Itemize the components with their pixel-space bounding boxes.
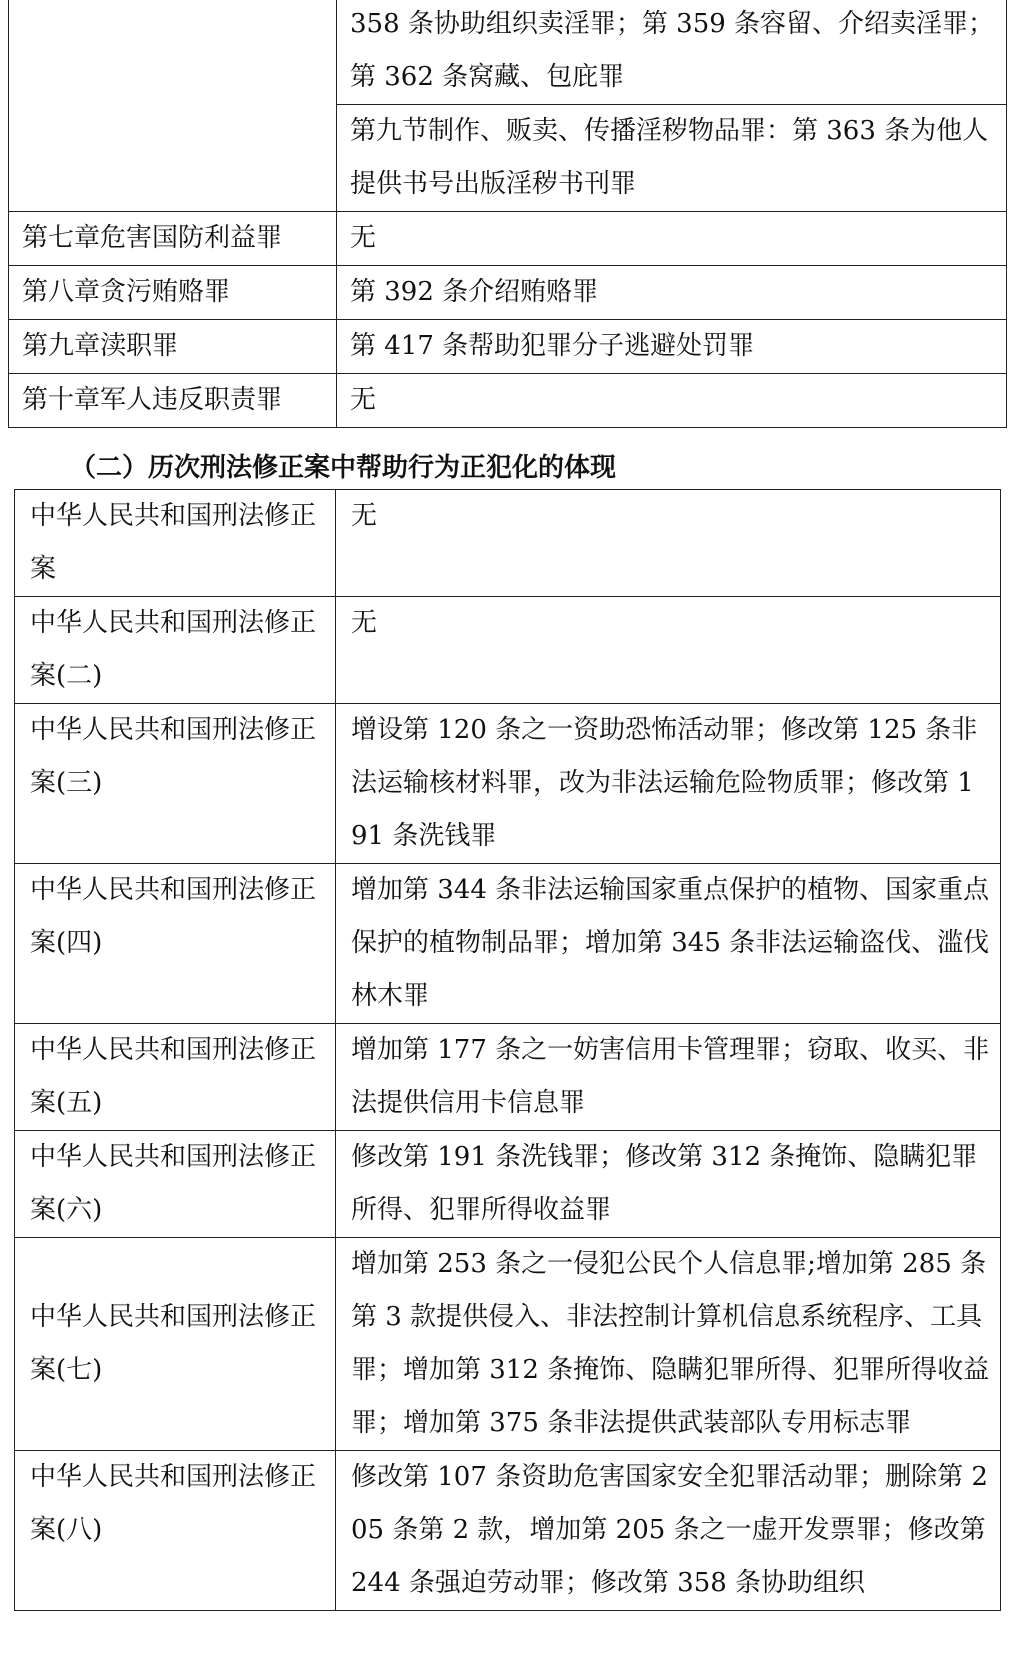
- table-row: [15, 704, 1001, 864]
- article-cell: 358 条协助组织卖淫罪；第 359 条容留、介绍卖淫罪；第 362 条窝藏、包庇罪: [337, 0, 1007, 105]
- amendment-name-cell: 中华人民共和国刑法修正案(二): [15, 597, 336, 704]
- chapter-cell: [9, 0, 337, 212]
- crime-chapter-table: [8, 0, 1007, 428]
- amendment-name-cell: 中华人民共和国刑法修正案(六): [15, 1131, 336, 1238]
- table-row: [15, 597, 1001, 704]
- amendment-content-cell: 修改第 107 条资助危害国家安全犯罪活动罪；删除第 205 条第 2 款，增加第 205 条之一虚开发票罪；修改第 244 条强迫劳动罪；修改第 358 条协助组织: [336, 1451, 1001, 1611]
- chapter-cell: 第十章军人违反职责罪: [9, 374, 337, 428]
- amendment-name-cell: 中华人民共和国刑法修正案(七): [15, 1238, 336, 1451]
- amendment-content-cell: 修改第 191 条洗钱罪；修改第 312 条掩饰、隐瞒犯罪所得、犯罪所得收益罪: [336, 1131, 1001, 1238]
- table-row: [15, 1238, 1001, 1451]
- table-row: [9, 320, 1007, 374]
- article-cell: 第九节制作、贩卖、传播淫秽物品罪：第 363 条为他人提供书号出版淫秽书刊罪: [337, 105, 1007, 212]
- amendment-content-cell: 无: [336, 490, 1001, 597]
- table-row: [9, 374, 1007, 428]
- amendment-content-cell: 增加第 253 条之一侵犯公民个人信息罪;增加第 285 条第 3 款提供侵入、非法控制计算机信息系统程序、工具罪；增加第 312 条掩饰、隐瞒犯罪所得、犯罪所得收益罪；增加第 375 条非法提供武装部队专用标志罪: [336, 1238, 1001, 1451]
- table-row: [15, 490, 1001, 597]
- amendment-content-cell: 增设第 120 条之一资助恐怖活动罪；修改第 125 条非法运输核材料罪，改为非法运输危险物质罪；修改第 191 条洗钱罪: [336, 704, 1001, 864]
- article-cell: 第 392 条介绍贿赂罪: [337, 266, 1007, 320]
- article-cell: 无: [337, 374, 1007, 428]
- amendment-name-cell: 中华人民共和国刑法修正案(四): [15, 864, 336, 1024]
- chapter-cell: 第九章渎职罪: [9, 320, 337, 374]
- table-row: [9, 212, 1007, 266]
- amendment-name-cell: 中华人民共和国刑法修正案(五): [15, 1024, 336, 1131]
- table-row: [9, 266, 1007, 320]
- table-row: [15, 1131, 1001, 1238]
- table-row: [15, 864, 1001, 1024]
- article-cell: 无: [337, 212, 1007, 266]
- amendment-content-cell: 增加第 344 条非法运输国家重点保护的植物、国家重点保护的植物制品罪；增加第 345 条非法运输盗伐、滥伐林木罪: [336, 864, 1001, 1024]
- amendment-content-cell: 增加第 177 条之一妨害信用卡管理罪；窃取、收买、非法提供信用卡信息罪: [336, 1024, 1001, 1131]
- amendment-name-cell: 中华人民共和国刑法修正案(八): [15, 1451, 336, 1611]
- amendment-content-cell: 无: [336, 597, 1001, 704]
- table-row: [9, 0, 1007, 105]
- table-row: [15, 1024, 1001, 1131]
- table-row: [15, 1451, 1001, 1611]
- amendment-name-cell: 中华人民共和国刑法修正案(三): [15, 704, 336, 864]
- chapter-cell: 第八章贪污贿赂罪: [9, 266, 337, 320]
- amendment-table: [14, 489, 1001, 1611]
- amendment-name-cell: 中华人民共和国刑法修正案: [15, 490, 336, 597]
- article-cell: 第 417 条帮助犯罪分子逃避处罚罪: [337, 320, 1007, 374]
- chapter-cell: 第七章危害国防利益罪: [9, 212, 337, 266]
- section-heading: （二）历次刑法修正案中帮助行为正犯化的体现: [70, 453, 617, 483]
